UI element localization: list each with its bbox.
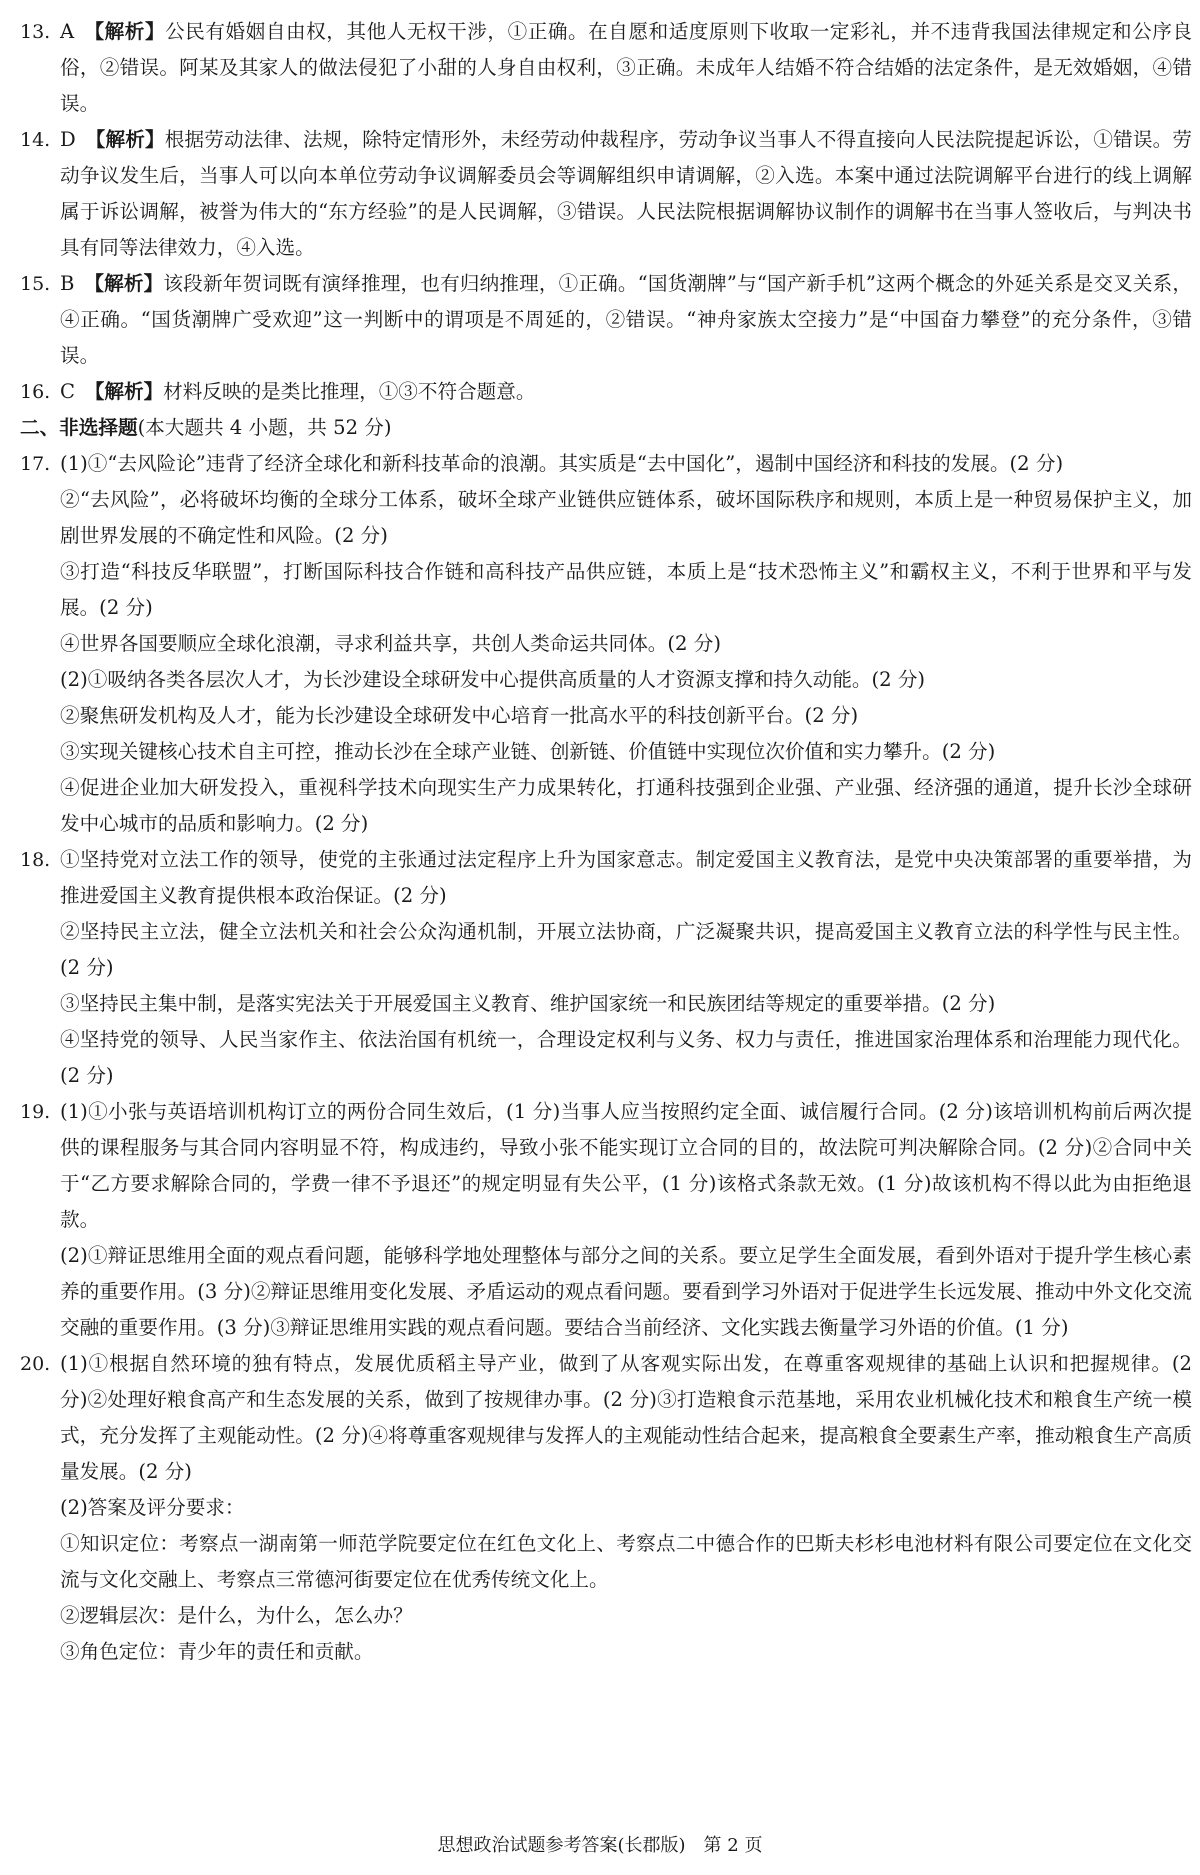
answer-paragraph: ②坚持民主立法，健全立法机关和社会公众沟通机制，开展立法协商，广泛凝聚共识，提高爱国主义教育立法的科学性与民主性。(2 分) <box>60 920 1192 979</box>
analysis-text: 公民有婚姻自由权，其他人无权干涉，①正确。在自愿和适度原则下收取一定彩礼，并不违背我国法律规定和公序良俗，②错误。阿某及其家人的做法侵犯了小甜的人身自由权利，③正确。未成年人结婚不符合结婚的法定条件，是无效婚姻，④错误。 <box>60 20 1193 115</box>
answer-paragraph: ④世界各国要顺应全球化浪潮，寻求利益共享，共创人类命运共同体。(2 分) <box>60 632 721 655</box>
answer-paragraph: (1)①“去风险论”违背了经济全球化和新科技革命的浪潮。其实质是“去中国化”，遏制中国经济和科技的发展。(2 分) <box>60 452 1064 475</box>
question-number: 20. <box>20 1353 51 1375</box>
answer-paragraph: ①知识定位：考察点一湖南第一师范学院要定位在红色文化上、考察点二中德合作的巴斯夫杉杉电池材料有限公司要定位在文化交流与文化交融上、考察点三常德河街要定位在优秀传统文化上。 <box>60 1532 1192 1591</box>
multiple-choice-answers <box>20 14 1192 410</box>
answer-paragraph: (2)①吸纳各类各层次人才，为长沙建设全球研发中心提供高质量的人才资源支撑和持久动能。(2 分) <box>60 668 926 691</box>
analysis-text: 该段新年贺词既有演绎推理，也有归纳推理，①正确。“国货潮牌”与“国产新手机”这两个概念的外延关系是交叉关系，④正确。“国货潮牌广受欢迎”这一判断中的谓项是不周延的，②错误。“神舟家族太空接力”是“中国奋力攀登”的充分条件，③错误。 <box>60 272 1192 367</box>
section-heading <box>20 410 1192 446</box>
question-answer <box>20 374 1192 410</box>
analysis-tag: 【解析】 <box>85 128 165 151</box>
question-answer <box>20 14 1192 122</box>
answer-letter: B <box>60 272 75 295</box>
question-answer <box>20 1346 1192 1670</box>
question-number: 19. <box>20 1101 51 1123</box>
section-title: 二、非选择题 <box>20 416 138 439</box>
answer-document <box>20 14 1192 1670</box>
question-answer <box>20 266 1192 374</box>
answer-paragraph: ④坚持党的领导、人民当家作主、依法治国有机统一，合理设定权利与义务、权力与责任，推进国家治理体系和治理能力现代化。(2 分) <box>60 1028 1192 1087</box>
answer-paragraph: ③实现关键核心技术自主可控，推动长沙在全球产业链、创新链、价值链中实现位次价值和实力攀升。(2 分) <box>60 740 996 763</box>
answer-paragraph <box>60 266 1192 374</box>
analysis-tag: 【解析】 <box>83 20 166 43</box>
answer-paragraph: ①坚持党对立法工作的领导，使党的主张通过法定程序上升为国家意志。制定爱国主义教育法，是党中央决策部署的重要举措，为推进爱国主义教育提供根本政治保证。(2 分) <box>60 848 1192 907</box>
answer-paragraph: (1)①根据自然环境的独有特点，发展优质稻主导产业，做到了从客观实际出发，在尊重客观规律的基础上认识和把握规律。(2 分)②处理好粮食高产和生态发展的关系，做到了按规律办事。(2 分)③打造粮食示范基地，采用农业机械化技术和粮食生产统一模式，充分发挥了主观能动性。(2 分)④将尊重客观规律与发挥人的主观能动性结合起来，提高粮食全要素生产率，推动粮食生产高质量发展。(2 分) <box>60 1352 1192 1483</box>
answer-paragraph: ②聚焦研发机构及人才，能为长沙建设全球研发中心培育一批高水平的科技创新平台。(2 分) <box>60 704 859 727</box>
answer-paragraph <box>60 14 1192 122</box>
question-answer <box>20 842 1192 1094</box>
answer-paragraph: ②“去风险”，必将破坏均衡的全球分工体系，破坏全球产业链供应链体系，破坏国际秩序和规则，本质上是一种贸易保护主义，加剧世界发展的不确定性和风险。(2 分) <box>60 488 1192 547</box>
analysis-tag: 【解析】 <box>84 272 164 295</box>
question-number: 16. <box>20 381 51 403</box>
answer-paragraph <box>60 122 1192 266</box>
answer-paragraph <box>60 374 1192 410</box>
analysis-text: 材料反映的是类比推理，①③不符合题意。 <box>163 380 536 403</box>
question-answer <box>20 446 1192 842</box>
answer-paragraph: (1)①小张与英语培训机构订立的两份合同生效后，(1 分)当事人应当按照约定全面、诚信履行合同。(2 分)该培训机构前后两次提供的课程服务与其合同内容明显不符，构成违约，导致小张不能实现订立合同的目的，故法院可判决解除合同。(2 分)②合同中关于“乙方要求解除合同的，学费一律不予退还”的规定明显有失公平，(1 分)该格式条款无效。(1 分)故该机构不得以此为由拒绝退款。 <box>60 1100 1192 1231</box>
answer-paragraph: (2)①辩证思维用全面的观点看问题，能够科学地处理整体与部分之间的关系。要立足学生全面发展，看到外语对于提升学生核心素养的重要作用。(3 分)②辩证思维用变化发展、矛盾运动的观点看问题。要看到学习外语对于促进学生长远发展、推动中外文化交流交融的重要作用。(3 分)③辩证思维用实践的观点看问题。要结合当前经济、文化实践去衡量学习外语的价值。(1 分) <box>60 1244 1192 1339</box>
question-number: 15. <box>20 273 51 295</box>
page-footer: 思想政治试题参考答案(长郡版) 第 2 页 <box>437 1835 763 1856</box>
open-ended-answers <box>20 446 1192 1670</box>
question-number: 17. <box>20 453 51 475</box>
question-number: 13. <box>20 21 51 43</box>
analysis-tag: 【解析】 <box>84 380 164 403</box>
answer-paragraph: ③坚持民主集中制，是落实宪法关于开展爱国主义教育、维护国家统一和民族团结等规定的重要举措。(2 分) <box>60 992 996 1015</box>
answer-letter: C <box>60 380 75 403</box>
answer-letter: D <box>60 128 76 151</box>
answer-paragraph: ③打造“科技反华联盟”，打断国际科技合作链和高科技产品供应链，本质上是“技术恐怖主义”和霸权主义，不利于世界和平与发展。(2 分) <box>60 560 1192 619</box>
answer-paragraph: (2)答案及评分要求： <box>60 1496 245 1519</box>
question-answer <box>20 1094 1192 1346</box>
answer-letter: A <box>60 20 75 43</box>
question-number: 14. <box>20 129 51 151</box>
question-number: 18. <box>20 849 51 871</box>
answer-paragraph: ②逻辑层次：是什么，为什么，怎么办？ <box>60 1604 413 1627</box>
section-note: (本大题共 4 小题，共 52 分) <box>137 416 392 439</box>
answer-paragraph: ③角色定位：青少年的责任和贡献。 <box>60 1640 374 1663</box>
analysis-text: 根据劳动法律、法规，除特定情形外，未经劳动仲裁程序，劳动争议当事人不得直接向人民法院提起诉讼，①错误。劳动争议发生后，当事人可以向本单位劳动争议调解委员会等调解组织申请调解，②入选。本案中通过法院调解平台进行的线上调解属于诉讼调解，被誉为伟大的“东方经验”的是人民调解，③错误。人民法院根据调解协议制作的调解书在当事人签收后，与判决书具有同等法律效力，④入选。 <box>60 128 1193 259</box>
answer-paragraph: ④促进企业加大研发投入，重视科学技术向现实生产力成果转化，打通科技强到企业强、产业强、经济强的通道，提升长沙全球研发中心城市的品质和影响力。(2 分) <box>60 776 1192 835</box>
question-answer <box>20 122 1192 266</box>
